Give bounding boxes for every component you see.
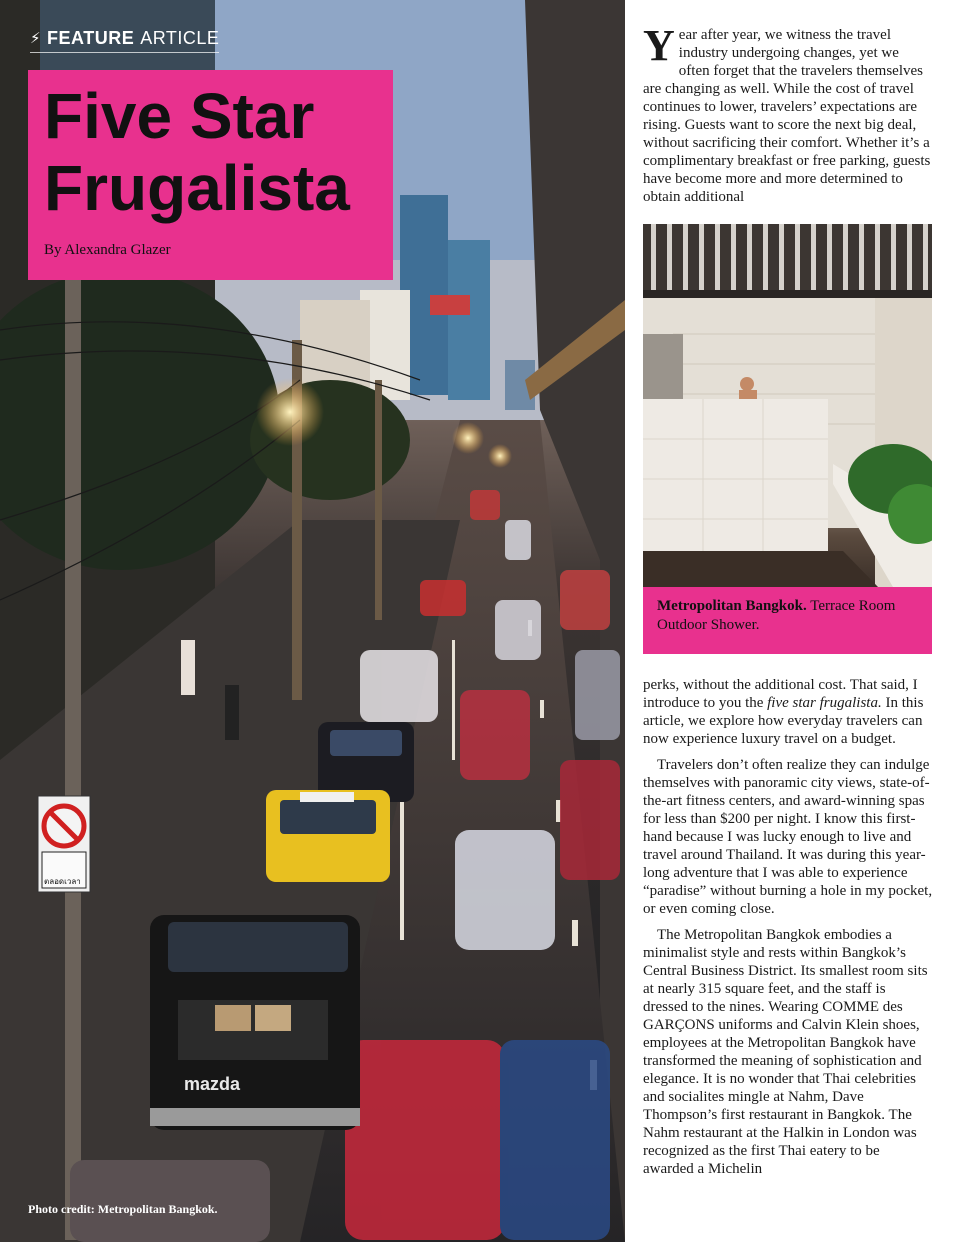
lightning-icon: ⚡︎ (30, 30, 42, 47)
article-paragraph-2: Travelers don’t often realize they can indulge themselves with panoramic city views, state-of-the-art fitness centers, and award-winning spas for less than $200 per night. I know this first-hand because I was lucky enough to live and travel around Thailand. It was during this year-long adventure that I was able to experience “paradise” without burning a hole in my pocket, or even coming close. (643, 757, 933, 917)
paragraph-1-continued (643, 676, 933, 748)
article-paragraph-1 (643, 21, 933, 206)
photo-credit: Photo credit: Metropolitan Bangkok. (28, 1202, 218, 1216)
byline: By Alexandra Glazer (44, 242, 171, 258)
title-box (28, 70, 393, 280)
paragraph-1-text: ear after year, we witness the travel industry undergoing changes, yet we often forget that the travelers themselves are changing as well. While the cost of travel continues to lower, travelers’ expectations are rising. Guests want to score the next big deal, without sacrificing their comfort. Whether it’s a complimentary breakfast or free parking, guests have become more and more determined to obtain additional (643, 27, 931, 205)
paragraph-1-cont-a: perks, without the additional cost. That said, I introduce to you the (643, 677, 918, 711)
terrace-shower-photo (643, 224, 932, 587)
article-body-continued (643, 676, 933, 1186)
paragraph-1-cont-emphasis: five star frugalista. (767, 695, 882, 711)
drop-cap: Y (643, 21, 675, 70)
kicker-article: ARTICLE (140, 27, 220, 48)
road-sign-text: ตลอดเวลา (44, 877, 81, 886)
title-line-2: Frugalista (44, 152, 350, 224)
article-title (44, 80, 377, 224)
mazda-badge: mazda (184, 1074, 241, 1094)
caption-rest: Terrace Room Outdoor Shower. (657, 598, 896, 633)
paragraph-1-cont-b: In this article, we explore how everyday travelers can now experience luxury travel on a budget. (643, 695, 924, 747)
photo-caption (643, 587, 932, 654)
kicker-feature: FEATURE (47, 27, 135, 48)
article-paragraph-3: The Metropolitan Bangkok embodies a minimalist style and rests within Bangkok’s Central Business District. Its smallest room sits at nearly 315 square feet, and the staff is dressed to the nines. Wearing COMME des GARÇONS uniforms and Calvin Klein shoes, employees at the Metropolitan Bangkok have transformed the meaning of sophistication and elegance. It is no wonder that Thai celebrities and socialites mingle at Nahm, Dave Thompson’s first restaurant in Bangkok. The Nahm restaurant at the Halkin in London was recognized as the first Thai eatery to be awarded a Michelin (643, 927, 928, 1177)
caption-bold: Metropolitan Bangkok. (657, 598, 807, 614)
terrace-shower-illustration (643, 224, 932, 587)
section-kicker (30, 26, 219, 53)
title-line-1: Five Star (44, 80, 315, 152)
